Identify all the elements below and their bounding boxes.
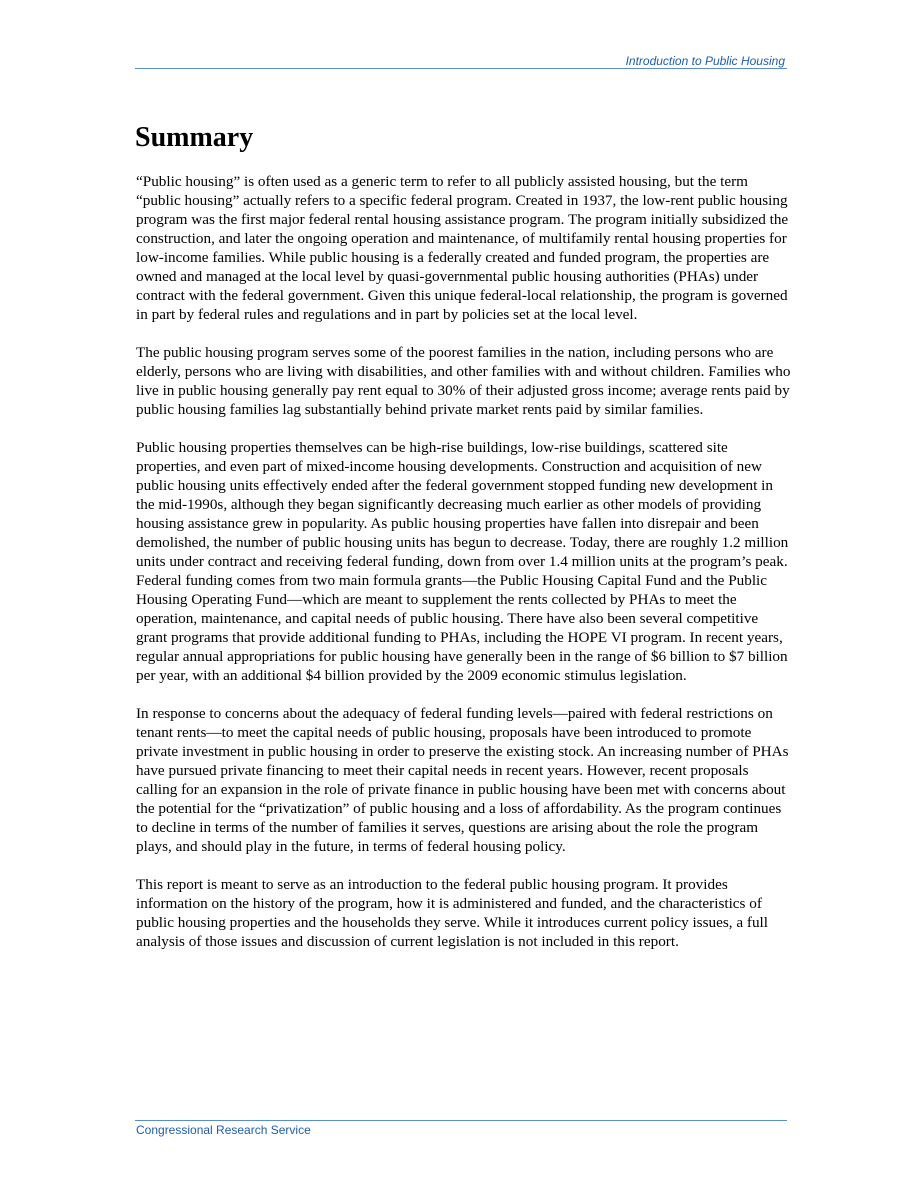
- paragraph-3: Public housing properties themselves can be high-rise buildings, low-rise buildings, scattered site properties, and even part of mixed-income housing developments. Construction and acquisition of new public housing units effectively ended after the federal government stopped funding new development in the mid-1990s, although they began significantly decreasing much earlier as other models of providing housing assistance grew in popularity. As public housing properties have fallen into disrepair and been demolished, the number of public housing units has begun to decrease. Today, there are roughly 1.2 million units under contract and receiving federal funding, down from over 1.4 million units at the program’s peak. Federal funding comes from two main formula grants—the Public Housing Capital Fund and the Public Housing Operating Fund—which are meant to supplement the rents collected by PHAs to meet the operation, maintenance, and capital needs of public housing. There have also been several competitive grant programs that provide additional funding to PHAs, including the HOPE VI program. In recent years, regular annual appropriations for public housing have generally been in the range of $6 billion to $7 billion per year, with an additional $4 billion provided by the 2009 economic stimulus legislation.: [136, 439, 789, 684]
- summary-body: [136, 172, 791, 970]
- header-divider: [135, 68, 787, 69]
- paragraph-2: The public housing program serves some of the poorest families in the nation, including persons who are elderly, persons who are living with disabilities, and other families with and without children. Families who live in public housing generally pay rent equal to 30% of their adjusted gross income; average rents paid by public housing families lag substantially behind private market rents paid by similar families.: [136, 344, 791, 418]
- footer-divider: [135, 1120, 787, 1121]
- running-header: Introduction to Public Housing: [625, 54, 785, 68]
- paragraph-1: “Public housing” is often used as a generic term to refer to all publicly assisted housing, but the term “public housing” actually refers to a specific federal program. Created in 1937, the low-rent public housing program was the first major federal rental housing assistance program. The program initially subsidized the construction, and later the ongoing operation and maintenance, of multifamily rental housing properties for low-income families. While public housing is a federally created and funded program, the properties are owned and managed at the local level by quasi-governmental public housing authorities (PHAs) under contract with the federal government. Given this unique federal-local relationship, the program is governed in part by federal rules and regulations and in part by policies set at the local level.: [136, 173, 789, 323]
- paragraph-5: This report is meant to serve as an introduction to the federal public housing program. It provides information on the history of the program, how it is administered and funded, and the characteristics of public housing properties and the households they serve. While it introduces current policy issues, a full analysis of those issues and discussion of current legislation is not included in this report.: [136, 876, 768, 950]
- paragraph-4: In response to concerns about the adequacy of federal funding levels—paired with federal restrictions on tenant rents—to meet the capital needs of public housing, proposals have been introduced to promote private investment in public housing in order to preserve the existing stock. An increasing number of PHAs have pursued private financing to meet their capital needs in recent years. However, recent proposals calling for an expansion in the role of private finance in public housing have been met with concerns about the potential for the “privatization” of public housing and a loss of affordability. As the program continues to decline in terms of the number of families it serves, questions are arising about the role the program plays, and should play in the future, in terms of federal housing policy.: [136, 705, 789, 855]
- section-title: Summary: [135, 122, 254, 153]
- footer-organization: Congressional Research Service: [136, 1123, 311, 1137]
